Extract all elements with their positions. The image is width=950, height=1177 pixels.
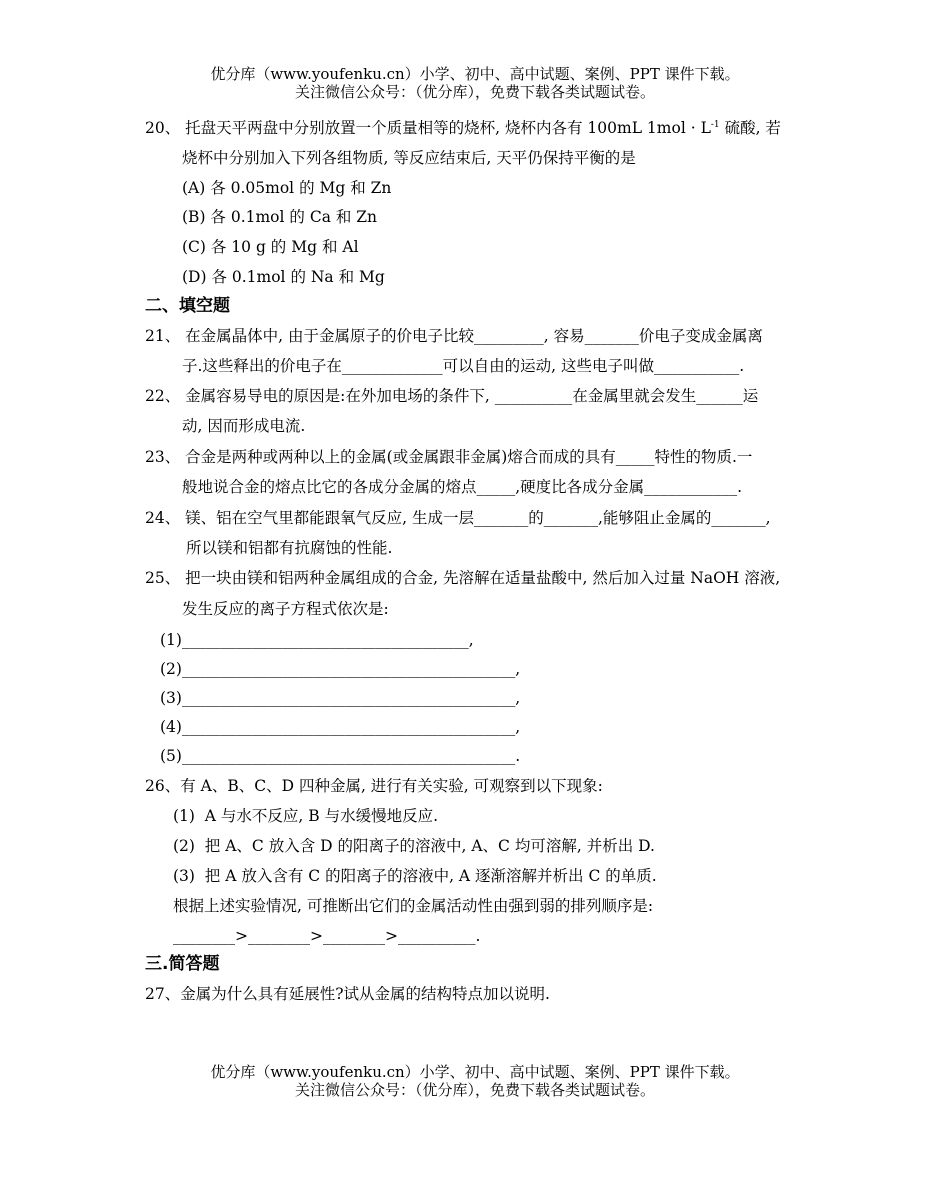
q24-line-2: 所以镁和铝都有抗腐蚀的性能. — [186, 539, 393, 557]
footer-line-1: 优分库（www.youfenku.cn）小学、初中、高中试题、案例、PPT 课件下载。 — [210, 1063, 740, 1081]
q23-line-1: 23、 合金是两种或两种以上的金属(或金属跟非金属)熔合而成的具有_____特性的物质.一 — [145, 448, 753, 466]
q25-blank-4: (4)___________________________________________, — [160, 718, 521, 736]
q20-text-b: 硫酸, 若 — [719, 119, 781, 137]
q22-line-1: 22、 金属容易导电的原因是:在外加电场的条件下, __________在金属里就会发生______运 — [145, 387, 759, 405]
footer-line-2: 关注微信公众号：（优分库），免费下载各类试题试卷。 — [294, 1081, 655, 1099]
q26-line-1: 26、有 A、B、C、D 四种金属, 进行有关实验, 可观察到以下现象: — [145, 777, 603, 795]
q25-line-2: 发生反应的离子方程式依次是: — [182, 600, 389, 618]
q20-superscript: -1 — [710, 120, 720, 130]
q20-text-a: 20、 托盘天平两盘中分别放置一个质量相等的烧杯, 烧杯内各有 100mL 1mol · L — [145, 119, 711, 137]
q20-option-a: (A) 各 0.05mol 的 Mg 和 Zn — [182, 179, 392, 197]
q25-blank-2: (2)___________________________________________, — [160, 660, 521, 678]
q26-answer-blanks: ________>________>________>__________. — [173, 927, 481, 945]
q20-line-1 — [145, 118, 781, 138]
section-2-title: 二、填空题 — [145, 296, 230, 316]
q26-conclusion: 根据上述实验情况, 可推断出它们的金属活动性由强到弱的排列顺序是: — [173, 897, 654, 915]
q20-option-c: (C) 各 10 g 的 Mg 和 Al — [182, 238, 359, 256]
q22-line-2: 动, 因而形成电流. — [182, 417, 306, 435]
q25-blank-1: (1)_____________________________________, — [160, 631, 474, 649]
header-line-2: 关注微信公众号：（优分库），免费下载各类试题试卷。 — [294, 83, 655, 101]
q26-item-1: (1) A 与水不反应, B 与水缓慢地反应. — [173, 807, 439, 825]
q25-line-1: 25、 把一块由镁和铝两种金属组成的合金, 先溶解在适量盐酸中, 然后加入过量 NaOH 溶液, — [145, 569, 781, 587]
q20-option-b: (B) 各 0.1mol 的 Ca 和 Zn — [182, 208, 378, 226]
q24-line-1: 24、 镁、铝在空气里都能跟氧气反应, 生成一层_______的_______,能够阻止金属的_______, — [145, 509, 771, 527]
q21-line-2: 子.这些释出的价电子在_____________可以自由的运动, 这些电子叫做___________. — [182, 357, 745, 375]
section-3-title: 三.简答题 — [145, 954, 220, 974]
q21-line-1: 21、 在金属晶体中, 由于金属原子的价电子比较_________, 容易_______价电子变成金属离 — [145, 327, 763, 345]
q27-line-1: 27、金属为什么具有延展性?试从金属的结构特点加以说明. — [145, 985, 550, 1003]
header-line-1: 优分库（www.youfenku.cn）小学、初中、高中试题、案例、PPT 课件下载。 — [210, 65, 740, 83]
q26-item-3: (3) 把 A 放入含有 C 的阳离子的溶液中, A 逐渐溶解并析出 C 的单质. — [173, 867, 657, 885]
q25-blank-3: (3)___________________________________________, — [160, 689, 521, 707]
q26-item-2: (2) 把 A、C 放入含 D 的阳离子的溶液中, A、C 均可溶解, 并析出 D. — [173, 837, 655, 855]
q23-line-2: 般地说合金的熔点比它的各成分金属的熔点_____,硬度比各成分金属____________. — [182, 478, 743, 496]
q20-line-2: 烧杯中分别加入下列各组物质, 等反应结束后, 天平仍保持平衡的是 — [182, 149, 636, 167]
q20-option-d: (D) 各 0.1mol 的 Na 和 Mg — [182, 268, 385, 286]
q25-blank-5: (5)___________________________________________. — [160, 747, 521, 765]
